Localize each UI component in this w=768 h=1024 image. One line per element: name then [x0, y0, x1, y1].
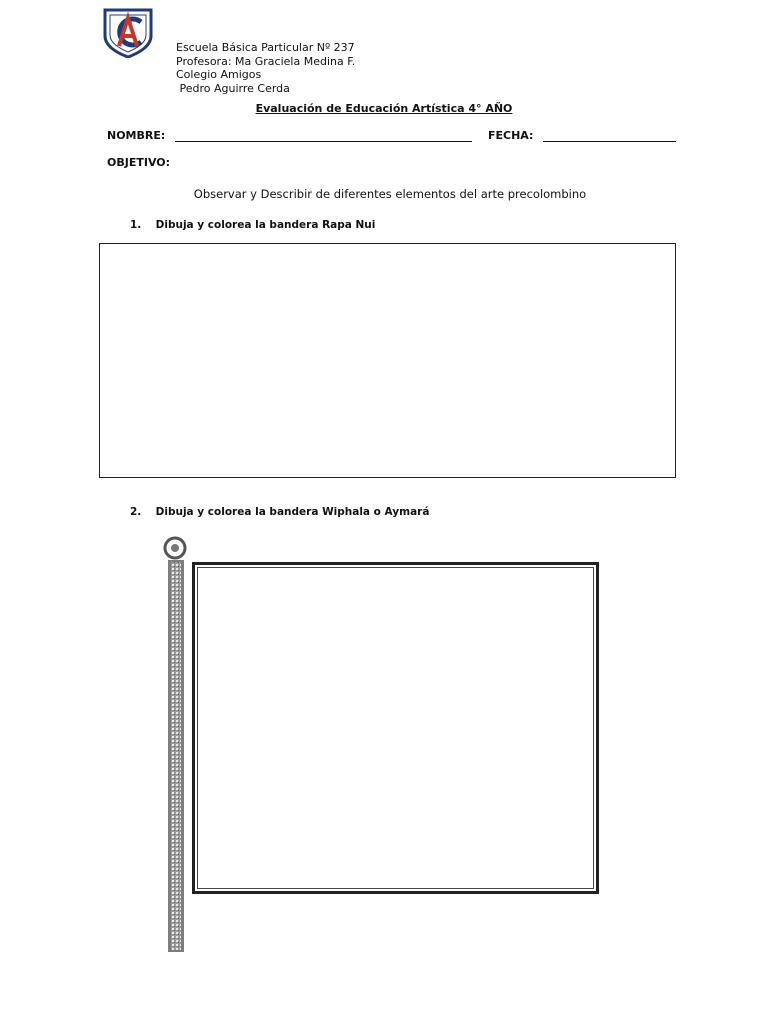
question-text: Dibuja y colorea la bandera Rapa Nui	[155, 219, 376, 231]
question-number: 2.	[130, 506, 142, 518]
school-name: Escuela Básica Particular Nº 237	[176, 41, 355, 54]
teacher-name: Profesora: Ma Graciela Medina F.	[176, 54, 356, 68]
nombre-field	[107, 129, 472, 142]
drawing-box-rapa-nui[interactable]	[99, 243, 676, 478]
nombre-label: NOMBRE:	[107, 129, 166, 142]
fecha-input-line[interactable]	[543, 129, 676, 142]
question-text: Dibuja y colorea la bandera Wiphala o Aymará	[155, 506, 430, 518]
college-name: Colegio Amigos	[176, 68, 262, 81]
drawing-box-wiphala[interactable]	[192, 562, 599, 894]
question-number: 1.	[130, 219, 142, 231]
nombre-input-line[interactable]	[175, 129, 472, 142]
page-title: Evaluación de Educación Artística 4° AÑO	[255, 102, 513, 115]
objetivo-label: OBJETIVO:	[107, 156, 171, 169]
college-location: Pedro Aguirre Cerda	[176, 81, 290, 95]
fecha-field	[488, 129, 676, 142]
school-header	[176, 41, 355, 95]
question-2	[130, 506, 429, 518]
school-logo	[101, 6, 155, 58]
objective-text: Observar y Describir de diferentes elementos del arte precolombino	[193, 187, 587, 201]
fecha-label: FECHA:	[488, 129, 534, 142]
question-1	[130, 219, 375, 231]
